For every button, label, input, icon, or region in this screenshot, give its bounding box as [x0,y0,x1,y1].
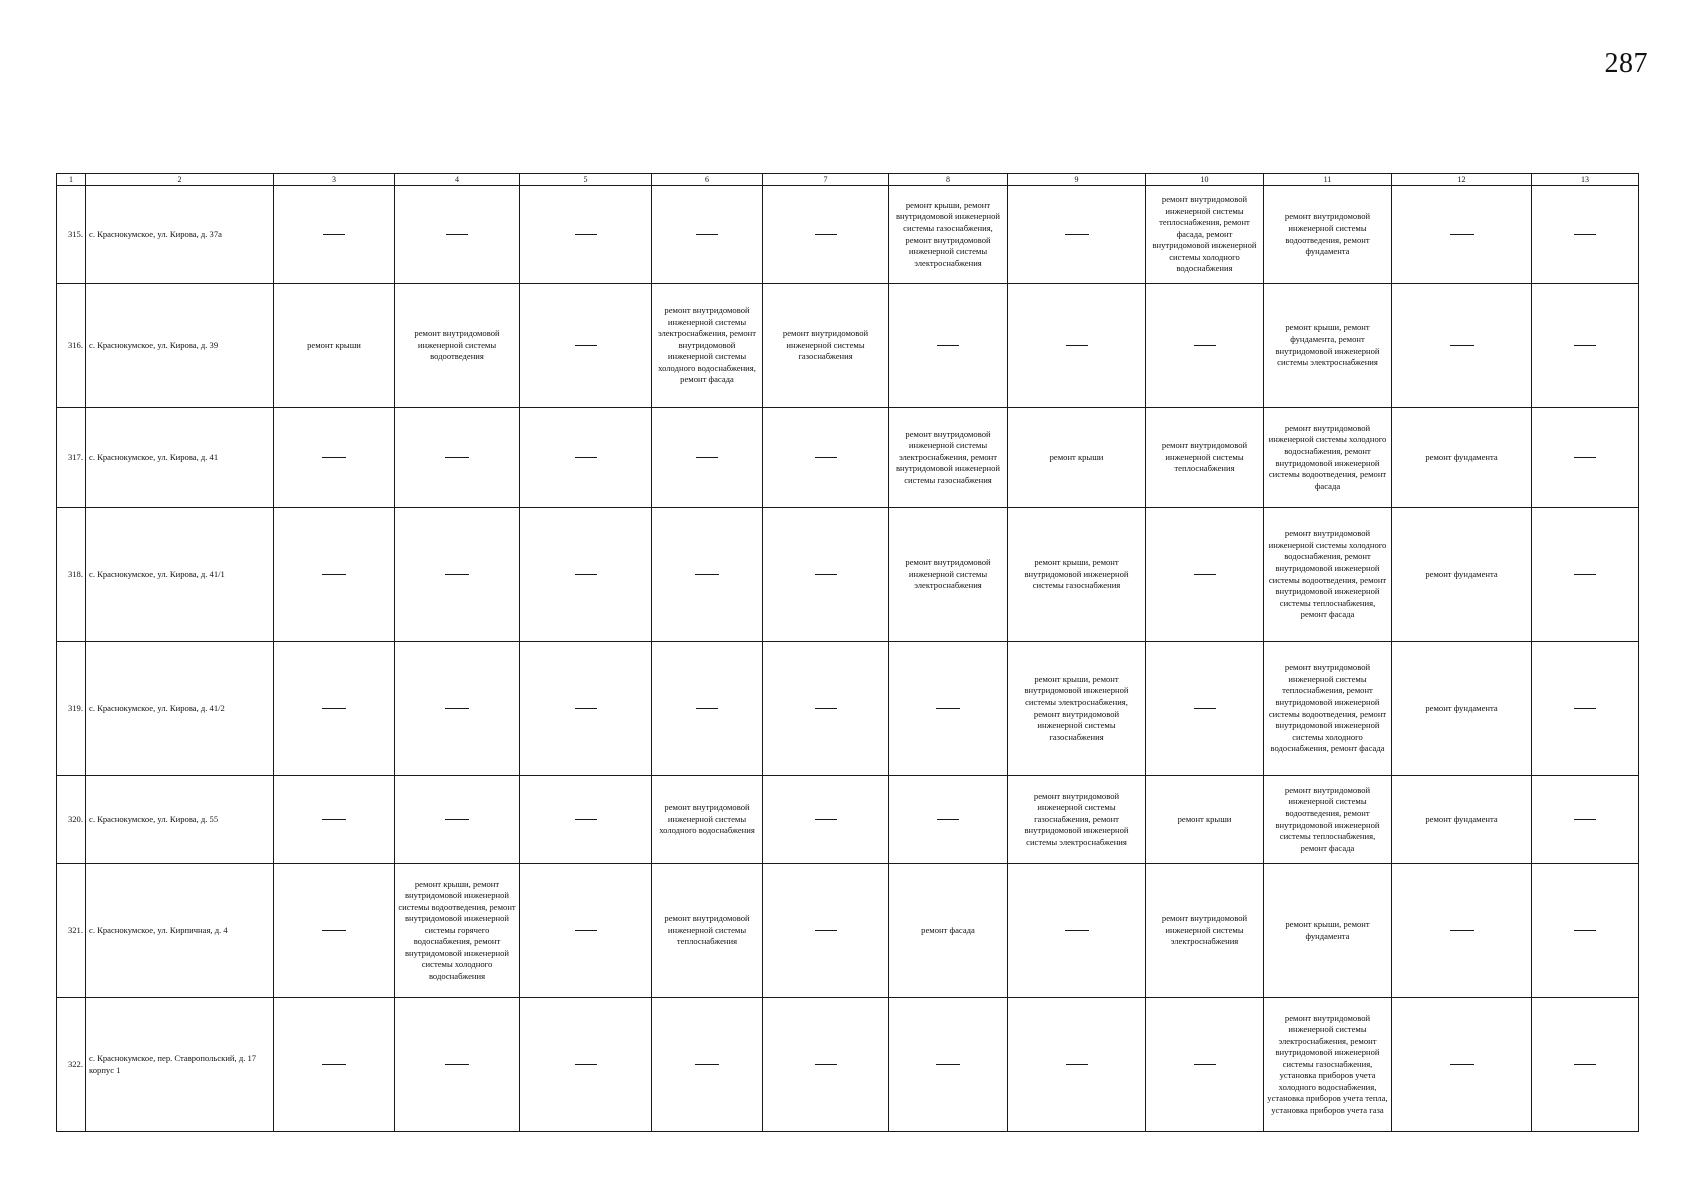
dash-mark [445,708,469,709]
dash-mark [323,234,345,235]
dash-mark [936,708,960,709]
dash-mark [1574,457,1596,458]
empty-cell [274,408,395,508]
dash-mark [1194,1064,1216,1065]
column-number-row [57,174,1639,186]
dash-mark [1574,708,1596,709]
column-number-cell: 12 [1392,174,1532,186]
address-cell: с. Краснокумское, ул. Кирпичная, д. 4 [86,864,274,998]
empty-cell [1532,284,1639,408]
dash-mark [937,819,959,820]
work-type-cell: ремонт фундамента [1392,408,1532,508]
dash-mark [322,574,346,575]
empty-cell [520,186,652,284]
work-type-cell: ремонт фундамента [1392,508,1532,642]
address-cell: с. Краснокумское, ул. Кирова, д. 41 [86,408,274,508]
work-type-cell: ремонт крыши [1008,408,1146,508]
dash-mark [322,457,346,458]
work-type-cell: ремонт внутридомовой инженерной системы электроснабжения [889,508,1008,642]
work-type-cell: ремонт крыши, ремонт внутридомовой инженерной системы водоотведения, ремонт внутридомовой инженерной системы горячего водоснабжения, ремонт внутридомовой инженерной системы холодного водоснабжения [395,864,520,998]
work-type-cell: ремонт фасада [889,864,1008,998]
work-type-cell: ремонт внутридомовой инженерной системы водоотведения [395,284,520,408]
empty-cell [1008,998,1146,1132]
empty-cell [274,508,395,642]
dash-mark [937,345,959,346]
dash-mark [446,234,468,235]
row-number: 320. [57,776,86,864]
table-row [57,998,1639,1132]
empty-cell [1392,284,1532,408]
empty-cell [1146,508,1264,642]
dash-mark [1574,234,1596,235]
table-row [57,284,1639,408]
dash-mark [815,930,837,931]
dash-mark [1574,930,1596,931]
dash-mark [1194,574,1216,575]
empty-cell [1392,998,1532,1132]
dash-mark [1574,1064,1596,1065]
table-row [57,864,1639,998]
empty-cell [520,642,652,776]
work-type-cell: ремонт внутридомовой инженерной системы холодного водоснабжения, ремонт внутридомовой инженерной системы водоотведения, ремонт внутридомовой инженерной системы теплоснабжения, ремонт фасада [1264,508,1392,642]
empty-cell [395,508,520,642]
empty-cell [1392,186,1532,284]
work-type-cell: ремонт внутридомовой инженерной системы холодного водоснабжения [652,776,763,864]
dash-mark [1450,930,1474,931]
dash-mark [696,234,718,235]
address-cell: с. Краснокумское, пер. Ставропольский, д. 17 корпус 1 [86,998,274,1132]
work-type-cell: ремонт внутридомовой инженерной системы газоснабжения [763,284,889,408]
dash-mark [815,708,837,709]
address-cell: с. Краснокумское, ул. Кирова, д. 39 [86,284,274,408]
work-type-cell: ремонт внутридомовой инженерной системы электроснабжения, ремонт внутридомовой инженерной системы холодного водоснабжения, ремонт фасада [652,284,763,408]
table-row [57,186,1639,284]
empty-cell [1146,642,1264,776]
column-number-cell: 8 [889,174,1008,186]
dash-mark [1450,345,1474,346]
row-number: 316. [57,284,86,408]
empty-cell [274,642,395,776]
work-type-cell: ремонт внутридомовой инженерной системы электроснабжения, ремонт внутридомовой инженерной системы газоснабжения, установка приборов учета холодного водоснабжения, установка приборов учета тепла, установка приборов учета газа [1264,998,1392,1132]
column-number-cell: 4 [395,174,520,186]
column-number-cell: 3 [274,174,395,186]
table-row [57,408,1639,508]
empty-cell [520,284,652,408]
empty-cell [889,998,1008,1132]
empty-cell [1008,186,1146,284]
dash-mark [322,819,346,820]
work-type-cell: ремонт внутридомовой инженерной системы теплоснабжения [1146,408,1264,508]
dash-mark [322,708,346,709]
empty-cell [652,508,763,642]
empty-cell [520,998,652,1132]
dash-mark [815,457,837,458]
empty-cell [763,642,889,776]
empty-cell [520,408,652,508]
column-number-cell: 9 [1008,174,1146,186]
table-row [57,508,1639,642]
empty-cell [652,998,763,1132]
dash-mark [695,574,719,575]
empty-cell [1532,776,1639,864]
work-type-cell: ремонт крыши, ремонт фундамента [1264,864,1392,998]
dash-mark [575,574,597,575]
empty-cell [520,776,652,864]
work-type-cell: ремонт внутридомовой инженерной системы теплоснабжения, ремонт фасада, ремонт внутридомовой инженерной системы холодного водоснабжения [1146,186,1264,284]
empty-cell [1532,508,1639,642]
empty-cell [520,864,652,998]
dash-mark [1450,234,1474,235]
empty-cell [395,642,520,776]
empty-cell [1532,186,1639,284]
work-type-cell: ремонт крыши, ремонт внутридомовой инженерной системы электроснабжения, ремонт внутридомовой инженерной системы газоснабжения [1008,642,1146,776]
dash-mark [575,930,597,931]
dash-mark [322,930,346,931]
work-type-cell: ремонт внутридомовой инженерной системы холодного водоснабжения, ремонт внутридомовой инженерной системы водоотведения, ремонт фасада [1264,408,1392,508]
table-body [57,174,1639,1132]
empty-cell [1146,998,1264,1132]
dash-mark [815,819,837,820]
dash-mark [445,574,469,575]
work-type-cell: ремонт внутридомовой инженерной системы водоотведения, ремонт внутридомовой инженерной системы теплоснабжения, ремонт фасада [1264,776,1392,864]
empty-cell [1146,284,1264,408]
row-number: 322. [57,998,86,1132]
column-number-cell: 7 [763,174,889,186]
row-number: 318. [57,508,86,642]
empty-cell [395,776,520,864]
address-cell: с. Краснокумское, ул. Кирова, д. 41/1 [86,508,274,642]
column-number-cell: 1 [57,174,86,186]
dash-mark [1450,1064,1474,1065]
empty-cell [652,408,763,508]
dash-mark [575,234,597,235]
empty-cell [1532,642,1639,776]
dash-mark [575,819,597,820]
column-number-cell: 11 [1264,174,1392,186]
dash-mark [815,574,837,575]
work-type-cell: ремонт крыши [274,284,395,408]
empty-cell [395,998,520,1132]
table-row [57,642,1639,776]
work-type-cell: ремонт крыши [1146,776,1264,864]
empty-cell [763,508,889,642]
dash-mark [1194,345,1216,346]
dash-mark [1065,930,1089,931]
dash-mark [695,1064,719,1065]
address-cell: с. Краснокумское, ул. Кирова, д. 55 [86,776,274,864]
empty-cell [1532,408,1639,508]
column-number-cell: 6 [652,174,763,186]
empty-cell [274,776,395,864]
work-type-cell: ремонт фундамента [1392,642,1532,776]
dash-mark [1194,708,1216,709]
address-cell: с. Краснокумское, ул. Кирова, д. 37а [86,186,274,284]
work-type-cell: ремонт крыши, ремонт внутридомовой инженерной системы газоснабжения [1008,508,1146,642]
dash-mark [322,1064,346,1065]
row-number: 321. [57,864,86,998]
empty-cell [889,642,1008,776]
empty-cell [652,642,763,776]
work-type-cell: ремонт внутридомовой инженерной системы электроснабжения [1146,864,1264,998]
empty-cell [763,186,889,284]
dash-mark [1066,1064,1088,1065]
row-number: 319. [57,642,86,776]
empty-cell [395,408,520,508]
empty-cell [1008,864,1146,998]
page-number: 287 [1604,48,1648,79]
column-number-cell: 5 [520,174,652,186]
empty-cell [763,408,889,508]
empty-cell [395,186,520,284]
housing-repair-table [56,173,1639,1132]
work-type-cell: ремонт внутридомовой инженерной системы электроснабжения, ремонт внутридомовой инженерной системы газоснабжения [889,408,1008,508]
empty-cell [763,998,889,1132]
dash-mark [445,1064,469,1065]
work-type-cell: ремонт внутридомовой инженерной системы водоотведения, ремонт фундамента [1264,186,1392,284]
table-row [57,776,1639,864]
empty-cell [889,284,1008,408]
dash-mark [1066,345,1088,346]
work-type-cell: ремонт крыши, ремонт внутридомовой инженерной системы газоснабжения, ремонт внутридомовой инженерной системы электроснабжения [889,186,1008,284]
dash-mark [696,708,718,709]
work-type-cell: ремонт внутридомовой инженерной системы газоснабжения, ремонт внутридомовой инженерной системы электроснабжения [1008,776,1146,864]
empty-cell [520,508,652,642]
column-number-cell: 13 [1532,174,1639,186]
empty-cell [274,864,395,998]
work-type-cell: ремонт внутридомовой инженерной системы теплоснабжения [652,864,763,998]
row-number: 315. [57,186,86,284]
empty-cell [889,776,1008,864]
empty-cell [1532,998,1639,1132]
empty-cell [652,186,763,284]
dash-mark [1574,819,1596,820]
dash-mark [575,708,597,709]
dash-mark [815,1064,837,1065]
empty-cell [763,776,889,864]
dash-mark [1574,345,1596,346]
dash-mark [1574,574,1596,575]
column-number-cell: 2 [86,174,274,186]
dash-mark [696,457,718,458]
row-number: 317. [57,408,86,508]
empty-cell [1392,864,1532,998]
empty-cell [1008,284,1146,408]
empty-cell [274,998,395,1132]
dash-mark [575,345,597,346]
address-cell: с. Краснокумское, ул. Кирова, д. 41/2 [86,642,274,776]
dash-mark [445,457,469,458]
empty-cell [274,186,395,284]
work-type-cell: ремонт внутридомовой инженерной системы теплоснабжения, ремонт внутридомовой инженерной системы водоотведения, ремонт внутридомовой инженерной системы холодного водоснабжения, ремонт фасада [1264,642,1392,776]
dash-mark [936,1064,960,1065]
dash-mark [815,234,837,235]
dash-mark [575,1064,597,1065]
work-type-cell: ремонт крыши, ремонт фундамента, ремонт внутридомовой инженерной системы электроснабжения [1264,284,1392,408]
dash-mark [445,819,469,820]
work-type-cell: ремонт фундамента [1392,776,1532,864]
empty-cell [763,864,889,998]
dash-mark [575,457,597,458]
column-number-cell: 10 [1146,174,1264,186]
empty-cell [1532,864,1639,998]
dash-mark [1065,234,1089,235]
